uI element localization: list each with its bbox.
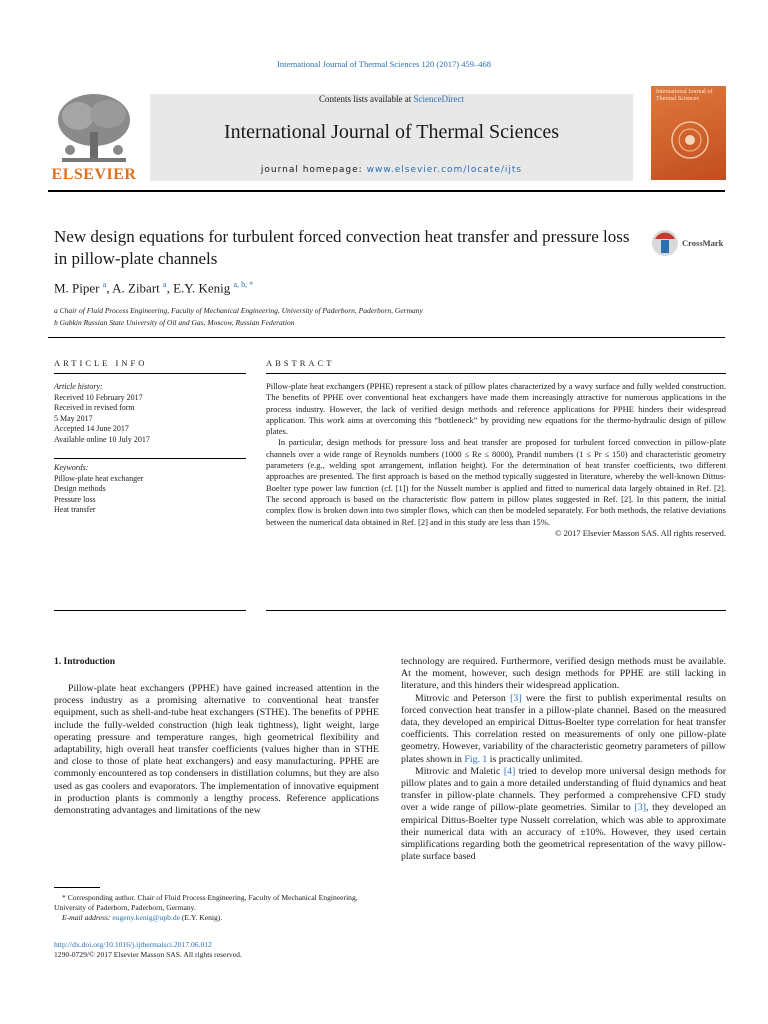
figure-link[interactable]: Fig. 1 (464, 753, 488, 765)
history-item: Available online 10 July 2017 (54, 434, 150, 444)
crossmark-label[interactable]: CrossMark (682, 238, 724, 248)
journal-title: International Journal of Thermal Sciences (223, 121, 560, 143)
article-info-heading: ARTICLE INFO (54, 358, 148, 368)
elsevier-tree-icon (48, 88, 140, 178)
header-divider (48, 190, 725, 192)
sciencedirect-link[interactable]: ScienceDirect (413, 94, 464, 104)
article-history (54, 382, 150, 445)
abstract-body (266, 381, 726, 539)
article-title: New design equations for turbulent forced convection heat transfer and pressure loss in pillow-plate channels (54, 227, 630, 268)
contents-line (150, 94, 633, 105)
body-right-column (401, 656, 726, 863)
author-affiliation-marker[interactable]: a (163, 280, 167, 289)
history-item: Accepted 14 June 2017 (54, 424, 129, 433)
body-paragraph: technology are required. Furthermore, verified design methods must be available. At the moment, however, such design methods for PPHE are still lacking in literature, and this hinders their widespread application. (401, 656, 726, 692)
citation-link[interactable]: [4] (503, 765, 516, 777)
article-info-divider (54, 373, 246, 374)
body-paragraph (401, 693, 726, 766)
contents-prefix: Contents lists available at (319, 94, 414, 104)
author-affiliation-marker[interactable]: a (102, 280, 107, 289)
section-divider (266, 610, 726, 611)
issn-copyright: 1290-0729/© 2017 Elsevier Masson SAS. All rights reserved. (54, 950, 242, 959)
section-divider (48, 337, 725, 338)
author-name[interactable]: M. Piper (54, 280, 100, 296)
body-paragraph (401, 766, 726, 864)
abstract-paragraph: In particular, design methods for pressure loss and heat transfer are proposed for turbulent forced convection in pillow-plate channels over a wide range of Reynolds numbers (1000 ≤ Re ≤ 8000), Prandtl numbers (1 ≤ Pr ≤ 150) and characteristic geometry parameters (e.g., welding spot arrangement, inflation height). For the determination of heat transfer coefficients, two different approaches are presented. The first approach is based on the method typically suggested in literature, whereby the well-known Dittus-Boelter type power law function (cf. [1]) for the Nusselt number is applied and fitted to numerical data largely obtained in Ref. [2]. The second approach is based on the characteristic flow pattern in pillow plates suggested in Ref. [2]. In this pattern, the initial complex flow is broken down into two simpler flows, which can then be modeled separately. For both methods, the relative deviations between the numerical data obtained in Ref. [2] and in this study are less than 15%. (266, 437, 726, 527)
homepage-prefix: journal homepage: (260, 165, 367, 175)
text-run: Mitrovic and Maletic (415, 765, 504, 777)
doi-block (54, 940, 242, 960)
keyword: Pillow-plate heat exchanger (54, 473, 144, 483)
text-run: were the first to publish experimental results on forced convection heat transfer in a pillow-plate channel. Based on the measured data, they developed an empirical Dittus-Boelter type correlation for heat transfer coefficients. This correlation rested on measurements of only one pillow-plate geometry. However, variability of the characteristic geometry parameters of pillow plates shown in (401, 692, 726, 765)
keyword: Heat transfer (54, 505, 96, 514)
author-list: M. Piper $^a$, A. Zibart $^a$, E.Y. Kenig $^{a, b, *}$ (54, 280, 254, 296)
history-item: 5 May 2017 (54, 413, 93, 423)
footnote (54, 893, 379, 923)
keyword: Design methods (54, 484, 106, 493)
text-run: , they developed an empirical Dittus-Boelter type Nusselt correlation, which was able to approximate their numerical data with an accuracy of ±10%. However, they used certain simplifications regarding both the geometrical representation of the wavy pillow-plate surface based (401, 802, 727, 863)
email-line (54, 913, 379, 923)
footnote-divider (54, 887, 100, 888)
history-item: Received 10 February 2017 (54, 392, 143, 402)
keywords-label: Keywords: (54, 463, 89, 472)
text-run: is practically unlimited. (487, 753, 583, 765)
copyright-notice: © 2017 Elsevier Masson SAS. All rights reserved. (554, 527, 726, 538)
section-divider (54, 610, 246, 611)
body-left-column (54, 683, 379, 817)
email-link[interactable]: eugeny.kenig@upb.de (112, 913, 180, 922)
doi-link[interactable]: http://dx.doi.org/10.1016/j.ijthermalsci.2017.06.012 (54, 940, 212, 949)
body-paragraph: Pillow-plate heat exchangers (PPHE) have gained increased attention in the process industry as a promising alternative to conventional heat transfer equipment, such as shell-and-tube heat exchangers (STHE). The benefits of PPHE include the fully-welded construction (high leak tightness), light weight, large operating pressure and temperature ranges, high geometrical flexibility and adaptability, high overall heat transfer coefficients (values higher than in STHE and close to those of plate heat exchangers) and easy manufacturing. PPHE are commonly encountered as top condensers in distillation columns, but they are also used as gas coolers and evaporators. The implementation of innovative equipment in production plants is commonly a lengthy process. Reference applications demonstrating advantages and limitations of the new (54, 683, 379, 817)
journal-reference[interactable]: International Journal of Thermal Sciences 120 (2017) 459–468 (277, 59, 491, 69)
homepage-link[interactable]: www.elsevier.com/locate/ijts (366, 165, 523, 175)
cover-title: International Journal of Thermal Sciences (656, 89, 713, 102)
author-name[interactable]: A. Zibart (112, 280, 160, 296)
elsevier-wordmark: ELSEVIER (51, 166, 137, 183)
keyword: Pressure loss (54, 494, 96, 504)
cover-swirl-icon (668, 118, 712, 162)
author-affiliation-marker[interactable]: a, b, * (233, 280, 254, 289)
abstract-paragraph: Pillow-plate heat exchangers (PPHE) represent a stack of pillow plates characterized by a wavy surface and fully welded construction. The benefits of PPHE over conventional heat exchangers have made them increasingly attractive for numerous applications in the process industry. However, the lack of verified design methods and reference applications for PPHE hinders their widespread application. This work aims at overcoming this “bottleneck” by providing new equations for the thermo-hydraulic design of pillow plates. (266, 381, 726, 437)
history-item: Received in revised form (54, 403, 135, 412)
author-name[interactable]: E.Y. Kenig (173, 280, 231, 296)
email-suffix: (E.Y. Kenig). (180, 913, 223, 922)
email-label: E-mail address: (62, 913, 113, 922)
keywords (54, 463, 143, 516)
text-run: tried to develop more universal design methods for pillow plates and to gain a more detailed understanding of fluid dynamics and heat transfer in pillow-plate channels. They performed a comprehensive CFD study over a wide range of pillow-plate geometries. Similar to (401, 765, 727, 814)
citation-link[interactable]: [3] (634, 802, 646, 814)
history-label: Article history: (54, 382, 103, 391)
introduction-heading: 1. Introduction (54, 657, 116, 667)
journal-homepage-line (150, 165, 633, 175)
text-run: Mitrovic and Peterson (415, 692, 511, 704)
abstract-divider (266, 373, 726, 374)
affiliation: b Gubkin Russian State University of Oil and Gas, Moscow, Russian Federation (54, 318, 295, 327)
keywords-divider (54, 458, 246, 459)
corresponding-author-note: * Corresponding author. Chair of Fluid Process Engineering, Faculty of Mechanical Engineering, University of Paderborn, Paderborn, Germany. (54, 893, 358, 912)
crossmark-icon[interactable] (651, 228, 679, 258)
abstract-heading: ABSTRACT (266, 358, 335, 368)
affiliation: a Chair of Fluid Process Engineering, Faculty of Mechanical Engineering, University of Paderborn, Paderborn, Germany (54, 306, 423, 315)
citation-link[interactable]: [3] (510, 692, 522, 704)
